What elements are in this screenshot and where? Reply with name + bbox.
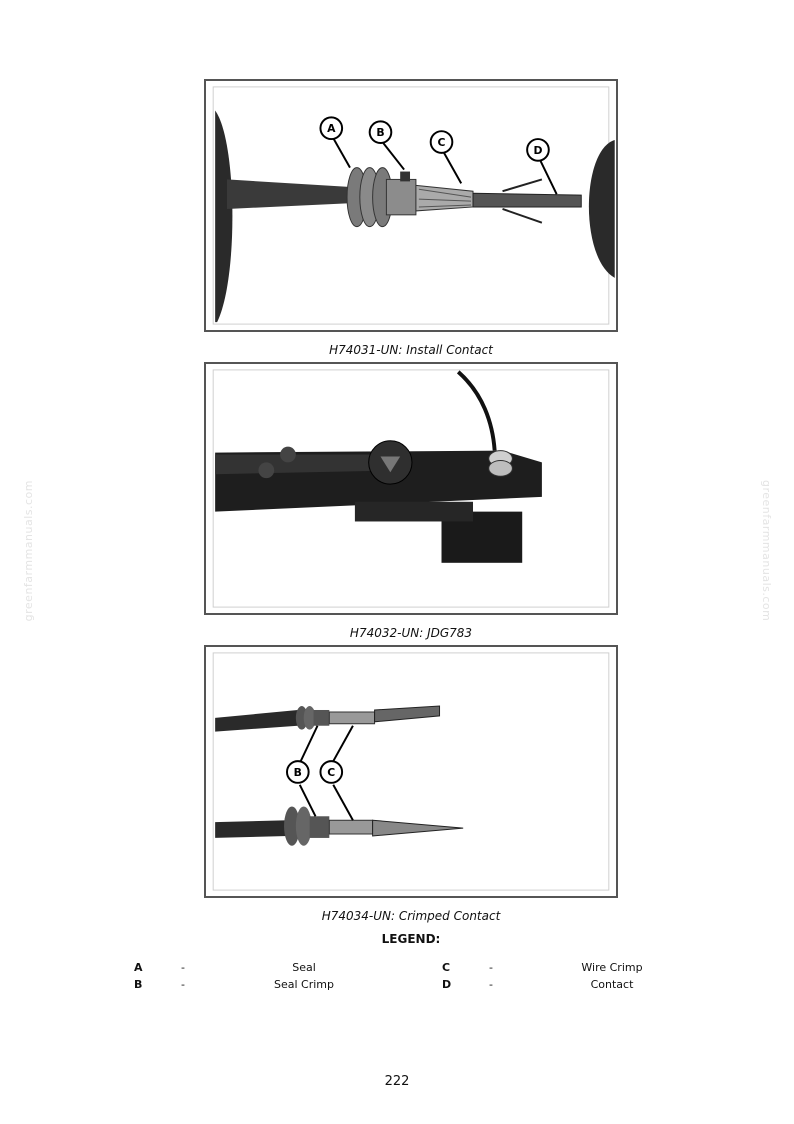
caption-crimped-contact: H74034-UN: Crimped Contact: [321, 909, 501, 923]
page-number: 222: [384, 1074, 410, 1089]
legend-separator: -: [181, 961, 185, 974]
legend-key-d: D: [442, 978, 452, 991]
watermark-right: greenfarmmanuals.com: [760, 480, 773, 622]
legend-key-c: C: [442, 961, 451, 974]
legend-label-seal: Seal: [292, 961, 316, 974]
figure-jdg783: [204, 362, 618, 615]
legend-label-seal-crimp: Seal Crimp: [273, 978, 334, 991]
legend-separator: -: [181, 978, 185, 991]
legend-key-b: B: [134, 978, 143, 991]
callout-c: C: [437, 135, 446, 149]
crimped-contact-photo: [206, 647, 616, 896]
figure-crimped-contact: [204, 645, 618, 898]
crimp-tool-photo: [206, 364, 616, 613]
legend-title: LEGEND:: [381, 932, 441, 946]
watermark-left: greenfarmmanuals.com: [22, 480, 35, 622]
caption-jdg783: H74032-UN: JDG783: [349, 626, 473, 640]
legend-key-a: A: [134, 961, 143, 974]
callout-d: D: [533, 143, 543, 157]
legend-separator: -: [489, 978, 493, 991]
callout-a: A: [327, 122, 336, 136]
callout-b: B: [376, 126, 385, 140]
caption-install-contact: H74031-UN: Install Contact: [329, 343, 493, 357]
legend-separator: -: [489, 961, 493, 974]
callout-c: C: [327, 765, 336, 779]
callout-b: B: [293, 765, 302, 779]
figure-install-contact: [204, 79, 618, 332]
legend-label-contact: Contact: [590, 978, 634, 991]
legend-label-wire-crimp: Wire Crimp: [581, 961, 643, 974]
install-contact-photo: [206, 81, 616, 330]
